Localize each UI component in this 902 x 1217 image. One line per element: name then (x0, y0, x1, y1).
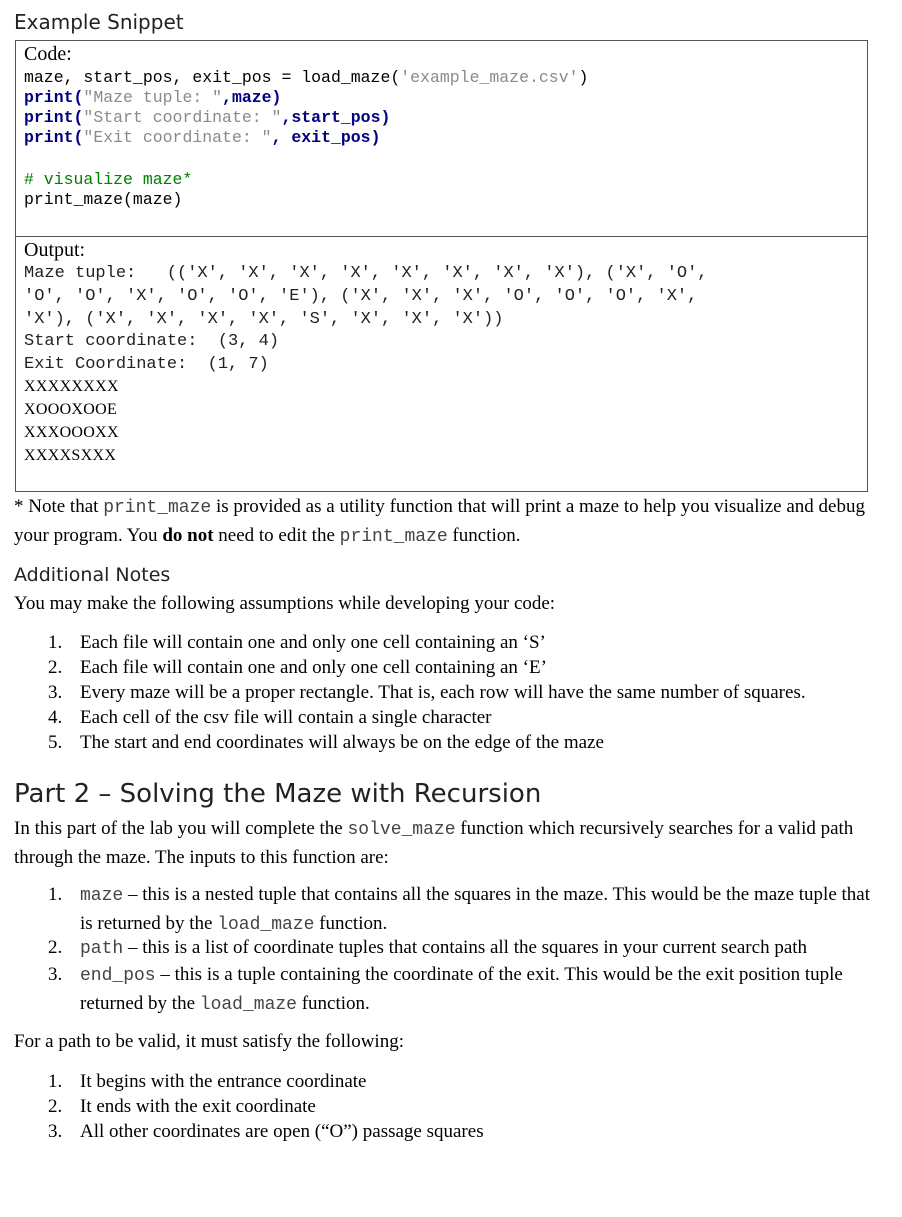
code-box (15, 40, 868, 237)
valid-path-intro: For a path to be valid, it must satisfy the following: (14, 1031, 404, 1052)
additional-notes-heading: Additional Notes (14, 564, 171, 586)
maze-row: XXXOOOXX (24, 424, 119, 441)
code-comment: # visualize maze* (24, 170, 193, 189)
output-line: 'X'), ('X', 'X', 'X', 'X', 'S', 'X', 'X', 'X')) (24, 310, 504, 329)
code-line-3: print("Start coordinate: ",start_pos) (24, 108, 391, 127)
output-box (15, 236, 868, 492)
maze-row: XOOOXOOE (24, 401, 118, 418)
code-label: Code: (24, 43, 72, 65)
output-line: Exit Coordinate: (1, 7) (24, 355, 269, 374)
additional-notes-intro: You may make the following assumptions while developing your code: (14, 593, 556, 614)
maze-row: XXXXXXXX (24, 378, 119, 395)
output-line: 'O', 'O', 'X', 'O', 'O', 'E'), ('X', 'X', 'X', 'O', 'O', 'O', 'X', (24, 287, 698, 306)
code-line-4: print("Exit coordinate: ", exit_pos) (24, 128, 381, 147)
code-line-1: maze, start_pos, exit_pos = load_maze('example_maze.csv') (24, 68, 589, 87)
maze-row: XXXXSXXX (24, 447, 117, 464)
part2-intro: In this part of the lab you will complete the solve_maze function which recursively searches for a valid path through the maze. The inputs to this function are: (14, 818, 854, 868)
code-print-maze: print_maze(maze) (24, 190, 183, 209)
code-line-2: print("Maze tuple: ",maze) (24, 88, 282, 107)
output-line: Start coordinate: (3, 4) (24, 332, 280, 351)
print-maze-note: * Note that print_maze is provided as a utility function that will print a maze to help you visualize and debug your program. You do not need to edit the print_maze function. (14, 496, 865, 547)
output-line: Maze tuple: (('X', 'X', 'X', 'X', 'X', 'X', 'X', 'X'), ('X', 'O', (24, 264, 708, 283)
part2-title: Part 2 – Solving the Maze with Recursion (14, 779, 542, 809)
example-heading: Example Snippet (14, 10, 184, 34)
output-label: Output: (24, 239, 86, 261)
